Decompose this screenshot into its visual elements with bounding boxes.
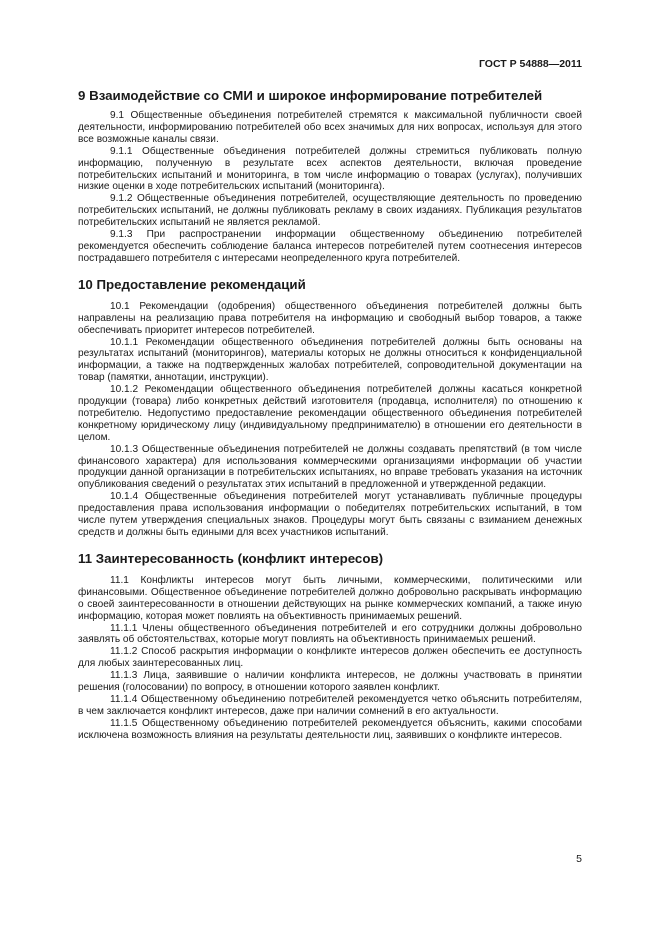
paragraph: 10.1.2 Рекомендации общественного объединения потребителей должны касаться конкретной продукции (товара) либо конкретных действий изготовителя (продавца, исполнителя) по отношению к потребителю. Недопустимо предоставление рекомендации общественного объединения потребителей конкретному юридическому лицу (индивидуальному предпринимателю) в отношении его деятельности в целом. [78,384,582,443]
standard-header: ГОСТ Р 54888—2011 [478,58,582,70]
paragraph: 10.1 Рекомендации (одобрения) общественного объединения потребителей должны быть направлены на реализацию права потребителя на информацию и свободный выбор товаров, а также обеспечивать приоритет интересов потребителей. [78,300,582,336]
section-title: 10 Предоставление рекомендаций [78,276,306,292]
section-11 [78,551,582,742]
paragraph: 10.1.3 Общественные объединения потребителей не должны создавать препятствий (в том числе финансового характера) для использования коммерческими организациями информации об участии продукции данной организации в потребительских испытаниях, но вправе требовать указания на источник опубликования сведений о результатах этих испытаний в предложенной и утвержденной редакции. [78,443,582,491]
paragraph: 11.1.4 Общественному объединению потребителей рекомендуется четко объяснить потребителям, в чем заключается конфликт интересов, даже при наличии сомнений в его актуальности. [78,693,582,717]
document-body [78,88,582,742]
paragraph: 10.1.1 Рекомендации общественного объединения потребителей должны быть основаны на результатах испытаний (мониторингов), материалы которых не должны относиться к конфиденциальной информации, а также на подтвержденных жалобах потребителей, сопроводительной документации на товар (памятки, аннотации, инструкции). [78,336,582,384]
section-title: 9 Взаимодействие со СМИ и широкое информирование потребителей [78,88,543,103]
paragraph: 9.1 Общественные объединения потребителей стремятся к максимальной публичности своей деятельности, информированию потребителей обо всех значимых для них вопросах, используя для этого все возможные каналы связи. [78,110,582,145]
paragraph: 11.1.5 Общественному объединению потребителей рекомендуется объяснить, какими способами исключена возможность влияния на результаты деятельности лиц, заявивших о конфликте интересов. [78,717,582,741]
paragraph: 9.1.2 Общественные объединения потребителей, осуществляющие деятельность по проведению потребительских испытаний, не должны публиковать рекламу в своих изданиях. Публикация результатов потребительских испытаний не является рекламой. [78,193,582,229]
paragraph: 11.1.2 Способ раскрытия информации о конфликте интересов должен обеспечить ее доступность для любых заинтересованных лиц. [78,646,582,670]
section-10 [78,277,582,539]
page-number: 5 [576,853,582,865]
paragraph: 10.1.4 Общественные объединения потребителей могут устанавливать публичные процедуры предоставления права использования информации о победителях потребительских испытаний, в том числе путем утверждения специальных знаков. Процедуры могут быть связаны с взиманием денежных средств и должны быть едиными для всех участников испытаний. [78,491,582,538]
paragraph: 11.1 Конфликты интересов могут быть личными, коммерческими, политическими или финансовыми. Общественное объединение потребителей должно добровольно раскрывать информацию о своей заинтересованности в отношении действующих на рынке коммерческих компаний, а также иную информацию, которая может повлиять на объективность принимаемых решений. [78,574,582,622]
section-9 [78,88,582,265]
paragraph: 9.1.1 Общественные объединения потребителей должны стремиться публиковать полную информацию, полученную в результате всех аспектов деятельности, включая проведение потребительских испытаний и мониторинга, в том числе информацию о товарах (услугах), получивших низкие оценки в ходе потребительских испытаний (мониторинга). [78,145,582,193]
paragraph: 9.1.3 При распространении информации общественному объединению потребителей рекомендуется обеспечить соблюдение баланса интересов потребителей путем соотнесения интересов пострадавшего потребителя с интересами неопределенного круга потребителей. [78,229,582,264]
paragraph: 11.1.3 Лица, заявившие о наличии конфликта интересов, не должны участвовать в принятии решения (голосовании) по вопросу, в отношении которого заявлен конфликт. [78,670,582,694]
paragraph: 11.1.1 Члены общественного объединения потребителей и его сотрудники должны добровольно заявлять об обстоятельствах, которые могут повлиять на объективность принимаемых решений. [78,622,582,646]
section-title: 11 Заинтересованность (конфликт интересов) [78,550,384,566]
